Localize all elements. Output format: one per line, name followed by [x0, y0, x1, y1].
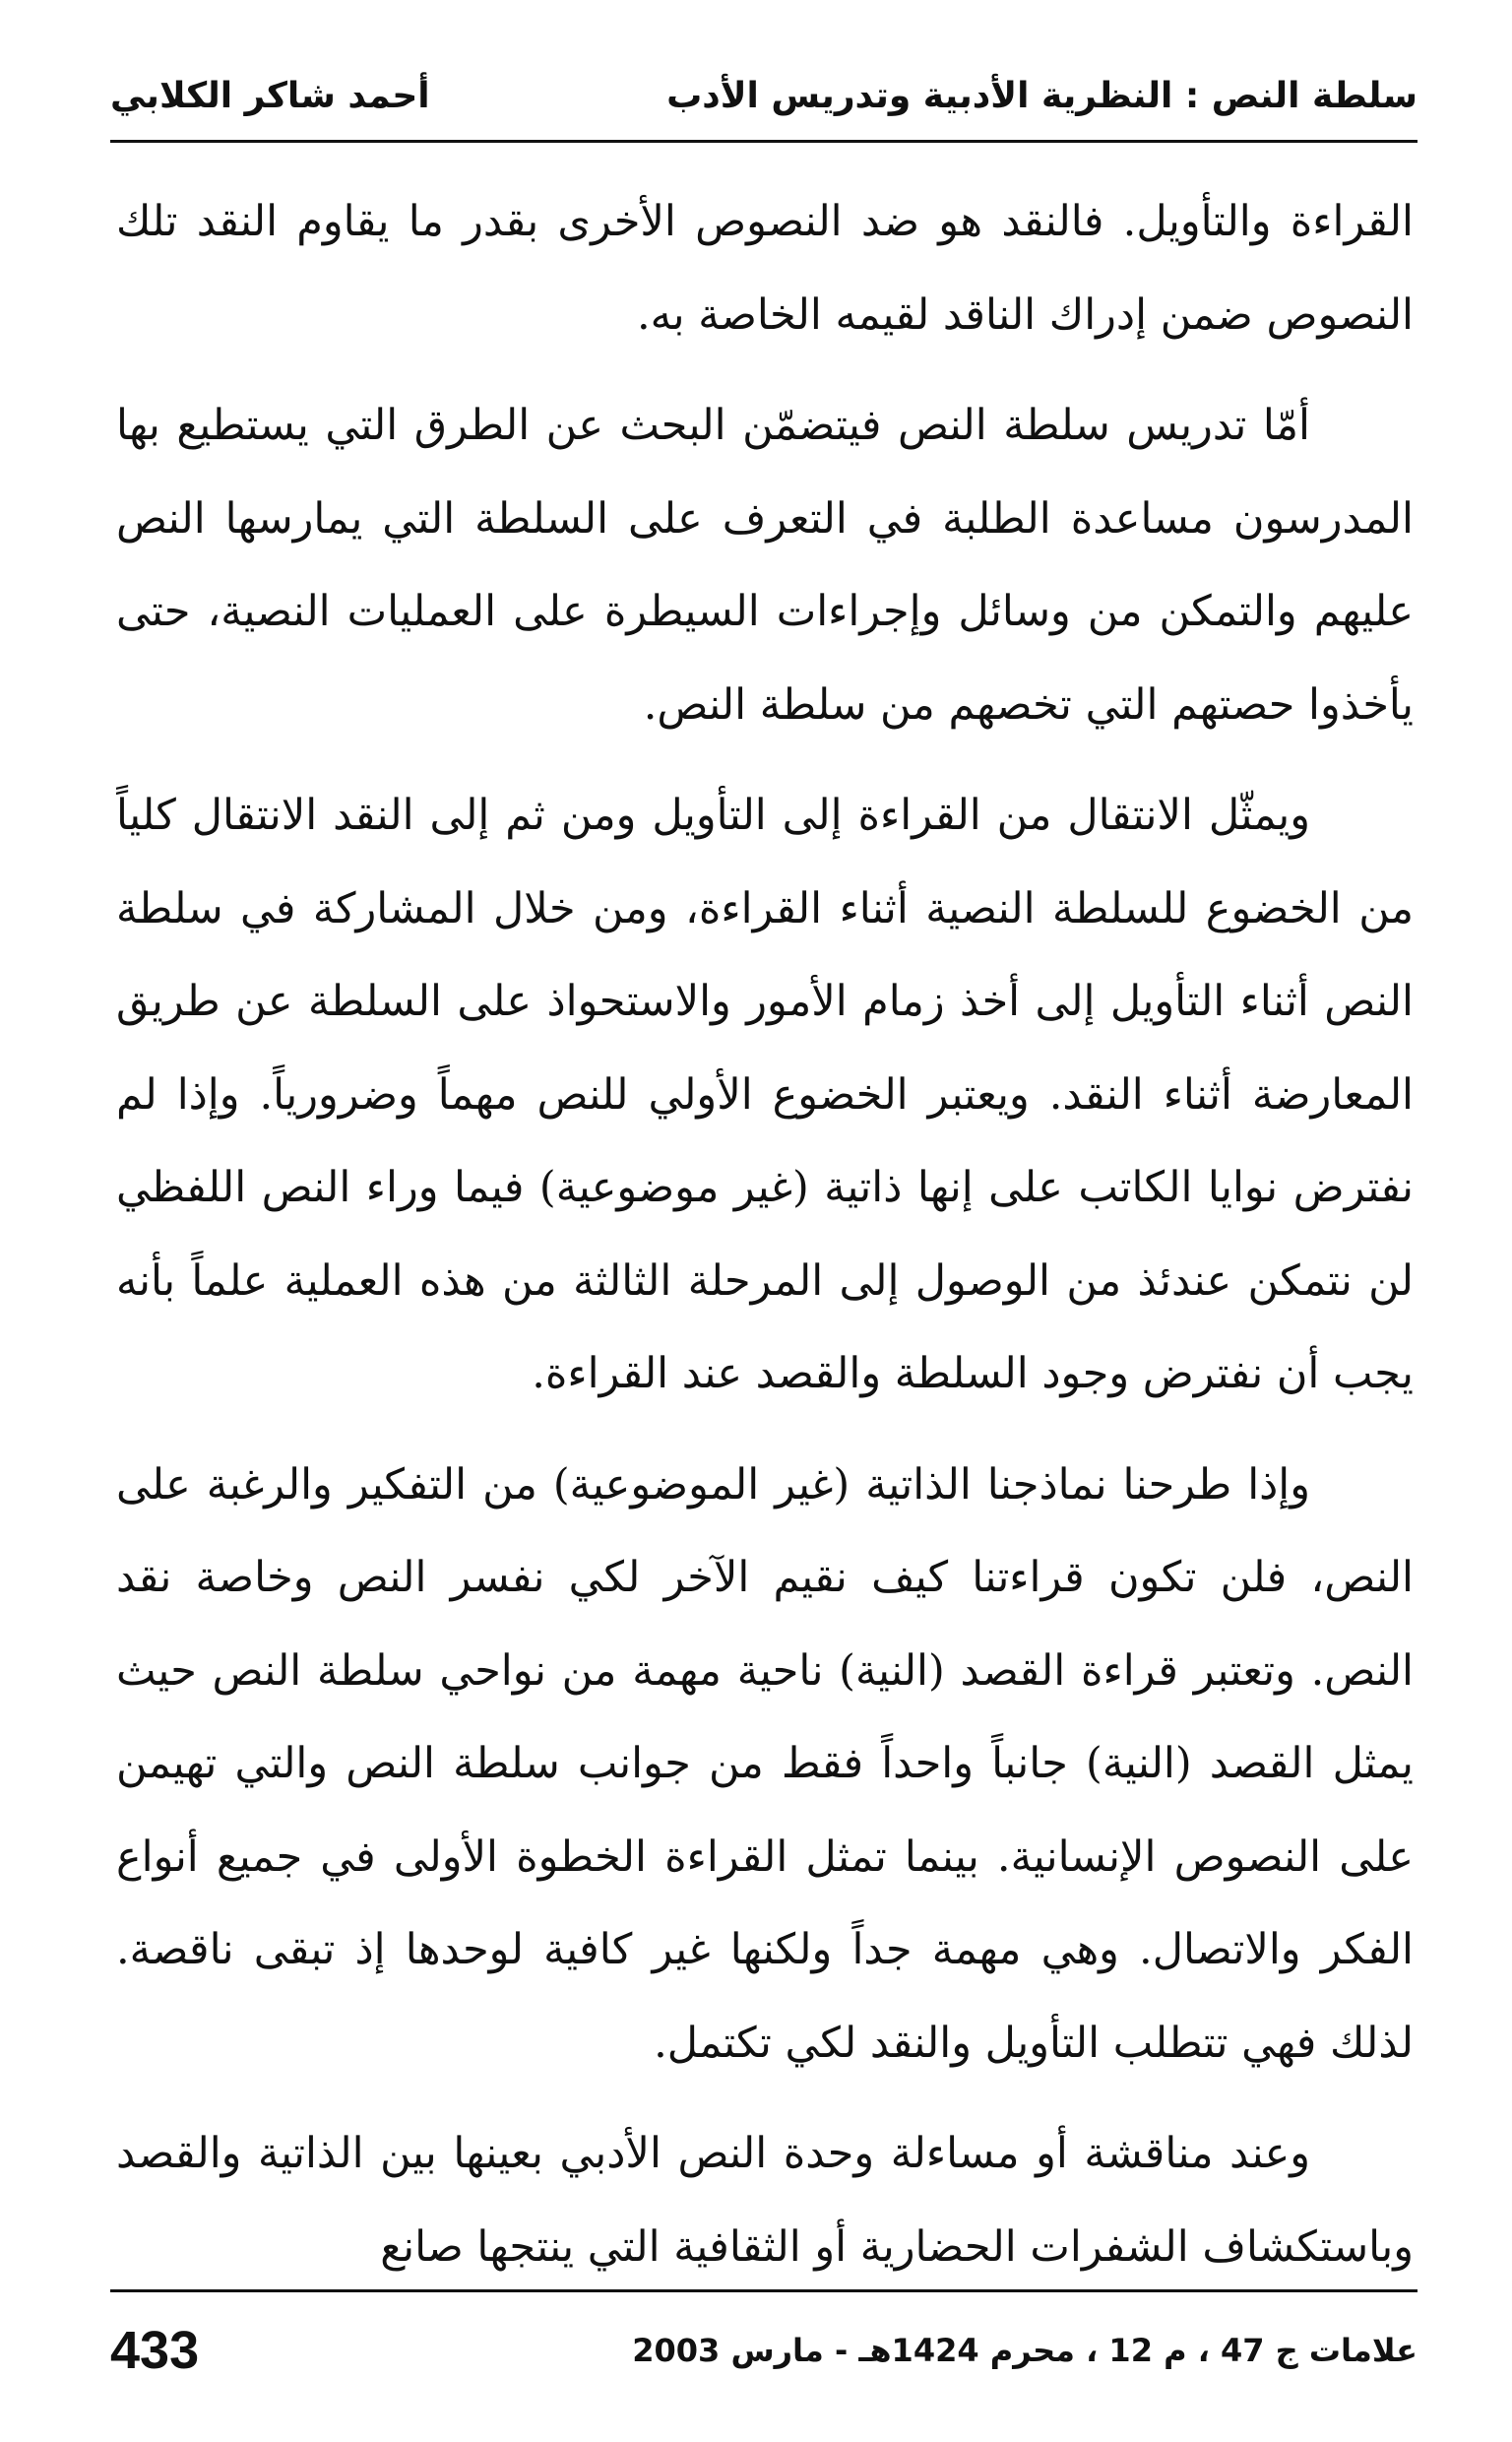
- paragraph-4: وإذا طرحنا نماذجنا الذاتية (غير الموضوعية) من التفكير والرغبة على النص، فلن تكون قراءتنا كيف نقيم الآخر لكي نفسر النص وخاصة نقد النص. وتعتبر قراءة القصد (النية) ناحية مهمة من نواحي سلطة النص حيث يمثل القصد (النية) جانباً واحداً فقط من جوانب سلطة النص والتي تهيمن على النصوص الإنسانية. بينما تمثل القراءة الخطوة الأولى في جميع أنواع الفكر والاتصال. وهي مهمة جداً ولكنها غير كافية لوحدها إذ تبقى ناقصة. لذلك فهي تتطلب التأويل والنقد لكي تكتمل.: [116, 1459, 1414, 2068]
- paragraph-2: أمّا تدريس سلطة النص فيتضمّن البحث عن الطرق التي يستطيع بها المدرسون مساعدة الطلبة في التعرف على السلطة التي يمارسها النص عليهم والتمكن من وسائل وإجراءات السيطرة على العمليات النصية، حتى يأخذوا حصتهم التي تخصهم من سلطة النص.: [116, 401, 1414, 730]
- article-title: سلطة النص : النظرية الأدبية وتدريس الأدب: [666, 75, 1418, 116]
- paragraph-1: القراءة والتأويل. فالنقد هو ضد النصوص الأخرى بقدر ما يقاوم النقد تلك النصوص ضمن إدراك الناقد لقيمه الخاصة به.: [116, 197, 1414, 340]
- article-body: [116, 175, 1414, 2292]
- footer-rule: [110, 2289, 1418, 2292]
- author-name: أحمد شاكر الكلابي: [110, 75, 430, 116]
- page-number: 433: [110, 2321, 200, 2380]
- paragraph-3: ويمثّل الانتقال من القراءة إلى التأويل ومن ثم إلى النقد الانتقال كلياً من الخضوع للسلطة النصية أثناء القراءة، ومن خلال المشاركة في سلطة النص أثناء التأويل إلى أخذ زمام الأمور والاستحواذ على السلطة عن طريق المعارضة أثناء النقد. ويعتبر الخضوع الأولي للنص مهماً وضرورياً. وإذا لم نفترض نوايا الكاتب على إنها ذاتية (غير موضوعية) فيما وراء النص اللفظي لن نتمكن عندئذ من الوصول إلى المرحلة الثالثة من هذه العملية علماً بأنه يجب أن نفترض وجود السلطة والقصد عند القراءة.: [116, 791, 1414, 1398]
- footer: [110, 2316, 1418, 2385]
- journal-info: علامات ج 47 ، م 12 ، محرم 1424هـ - مارس 2003: [632, 2332, 1418, 2369]
- paragraph-5: وعند مناقشة أو مساءلة وحدة النص الأدبي بعينها بين الذاتية والقصد وباستكشاف الشفرات الحضارية أو الثقافية التي ينتجها صانع: [116, 2129, 1414, 2272]
- header-rule: [110, 140, 1418, 143]
- running-head: [110, 61, 1418, 130]
